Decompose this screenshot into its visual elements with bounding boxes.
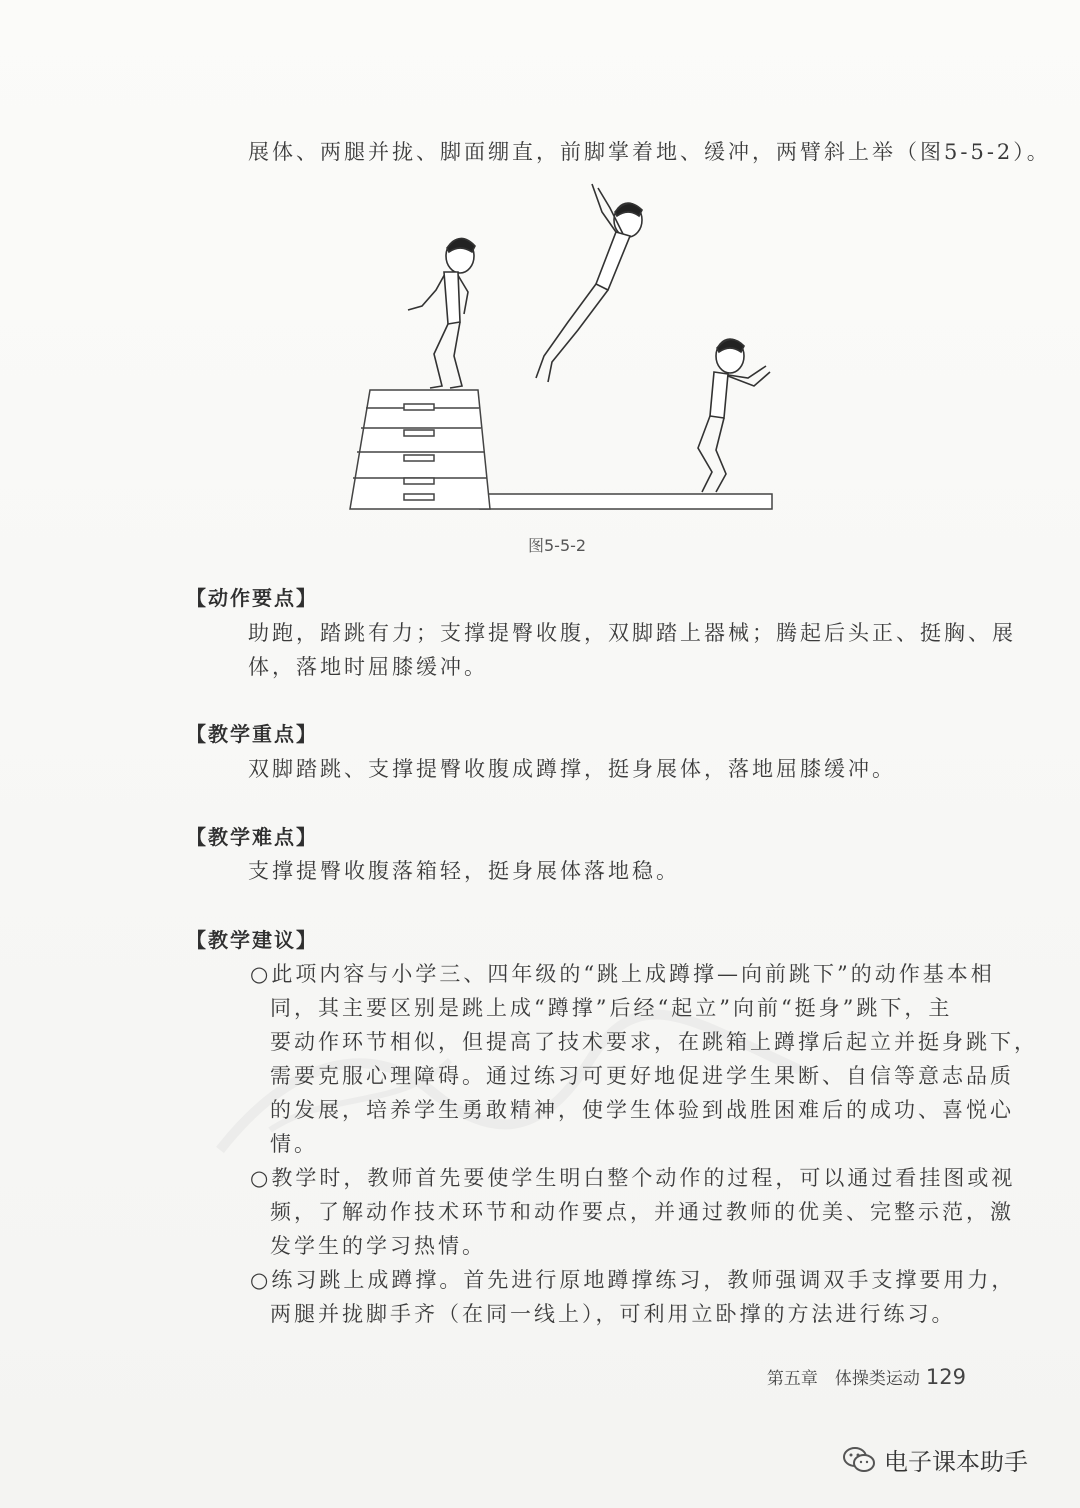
wechat-icon bbox=[842, 1445, 876, 1475]
suggestions-line-2: 同，其主要区别是跳上成“蹲撑”后经“起立”向前“挺身”跳下，主 bbox=[270, 996, 953, 1020]
vault-jump-illustration bbox=[330, 172, 780, 517]
suggestions-line-1: ○此项内容与小学三、四年级的“跳上成蹲撑—向前跳下”的动作基本相 bbox=[250, 962, 995, 986]
key-points-line-1: 助跑，踏跳有力；支撑提臀收腹，双脚踏上器械；腾起后头正、挺胸、展 bbox=[248, 621, 1016, 645]
suggestions-line-6: 情。 bbox=[270, 1132, 318, 1156]
suggestions-line-4: 需要克服心理障碍。通过练习可更好地促进学生果断、自信等意志品质 bbox=[270, 1064, 1014, 1088]
suggestions-line-7: ○教学时，教师首先要使学生明白整个动作的过程，可以通过看挂图或视 bbox=[250, 1166, 1016, 1190]
intro-line: 展体、两腿并拢、脚面绷直，前脚掌着地、缓冲，两臂斜上举（图5-5-2）。 bbox=[248, 140, 1051, 164]
chapter-title: 第五章 体操类运动 bbox=[766, 1369, 920, 1389]
teaching-focus-line-1: 双脚踏跳、支撑提臀收腹成蹲撑，挺身展体，落地屈膝缓冲。 bbox=[248, 757, 896, 781]
suggestions-line-8: 频，了解动作技术环节和动作要点，并通过教师的优美、完整示范，激 bbox=[270, 1200, 1014, 1224]
figure-caption: 图5-5-2 bbox=[528, 536, 587, 555]
section-heading-teaching-suggestions: 【教学建议】 bbox=[186, 928, 318, 952]
page-footer bbox=[767, 1364, 966, 1389]
suggestions-line-11: 两腿并拢脚手齐（在同一线上），可利用立卧撑的方法进行练习。 bbox=[270, 1302, 956, 1326]
suggestions-line-3: 要动作环节相似，但提高了技术要求，在跳箱上蹲撑后起立并挺身跳下， bbox=[270, 1030, 1038, 1054]
watermark-label: 电子课本助手 bbox=[884, 1448, 1028, 1476]
section-heading-key-points: 【动作要点】 bbox=[186, 586, 318, 610]
teaching-difficulty-line-1: 支撑提臀收腹落箱轻，挺身展体落地稳。 bbox=[248, 859, 680, 883]
page-number: 129 bbox=[925, 1365, 966, 1389]
key-points-line-2: 体，落地时屈膝缓冲。 bbox=[248, 655, 488, 679]
suggestions-line-9: 发学生的学习热情。 bbox=[270, 1234, 486, 1258]
section-heading-teaching-difficulty: 【教学难点】 bbox=[186, 825, 318, 849]
section-heading-teaching-focus: 【教学重点】 bbox=[186, 722, 318, 746]
suggestions-line-5: 的发展，培养学生勇敢精神，使学生体验到战胜困难后的成功、喜悦心 bbox=[270, 1098, 1014, 1122]
wechat-watermark bbox=[842, 1442, 1028, 1477]
suggestions-line-10: ○练习跳上成蹲撑。首先进行原地蹲撑练习，教师强调双手支撑要用力， bbox=[250, 1268, 1016, 1292]
